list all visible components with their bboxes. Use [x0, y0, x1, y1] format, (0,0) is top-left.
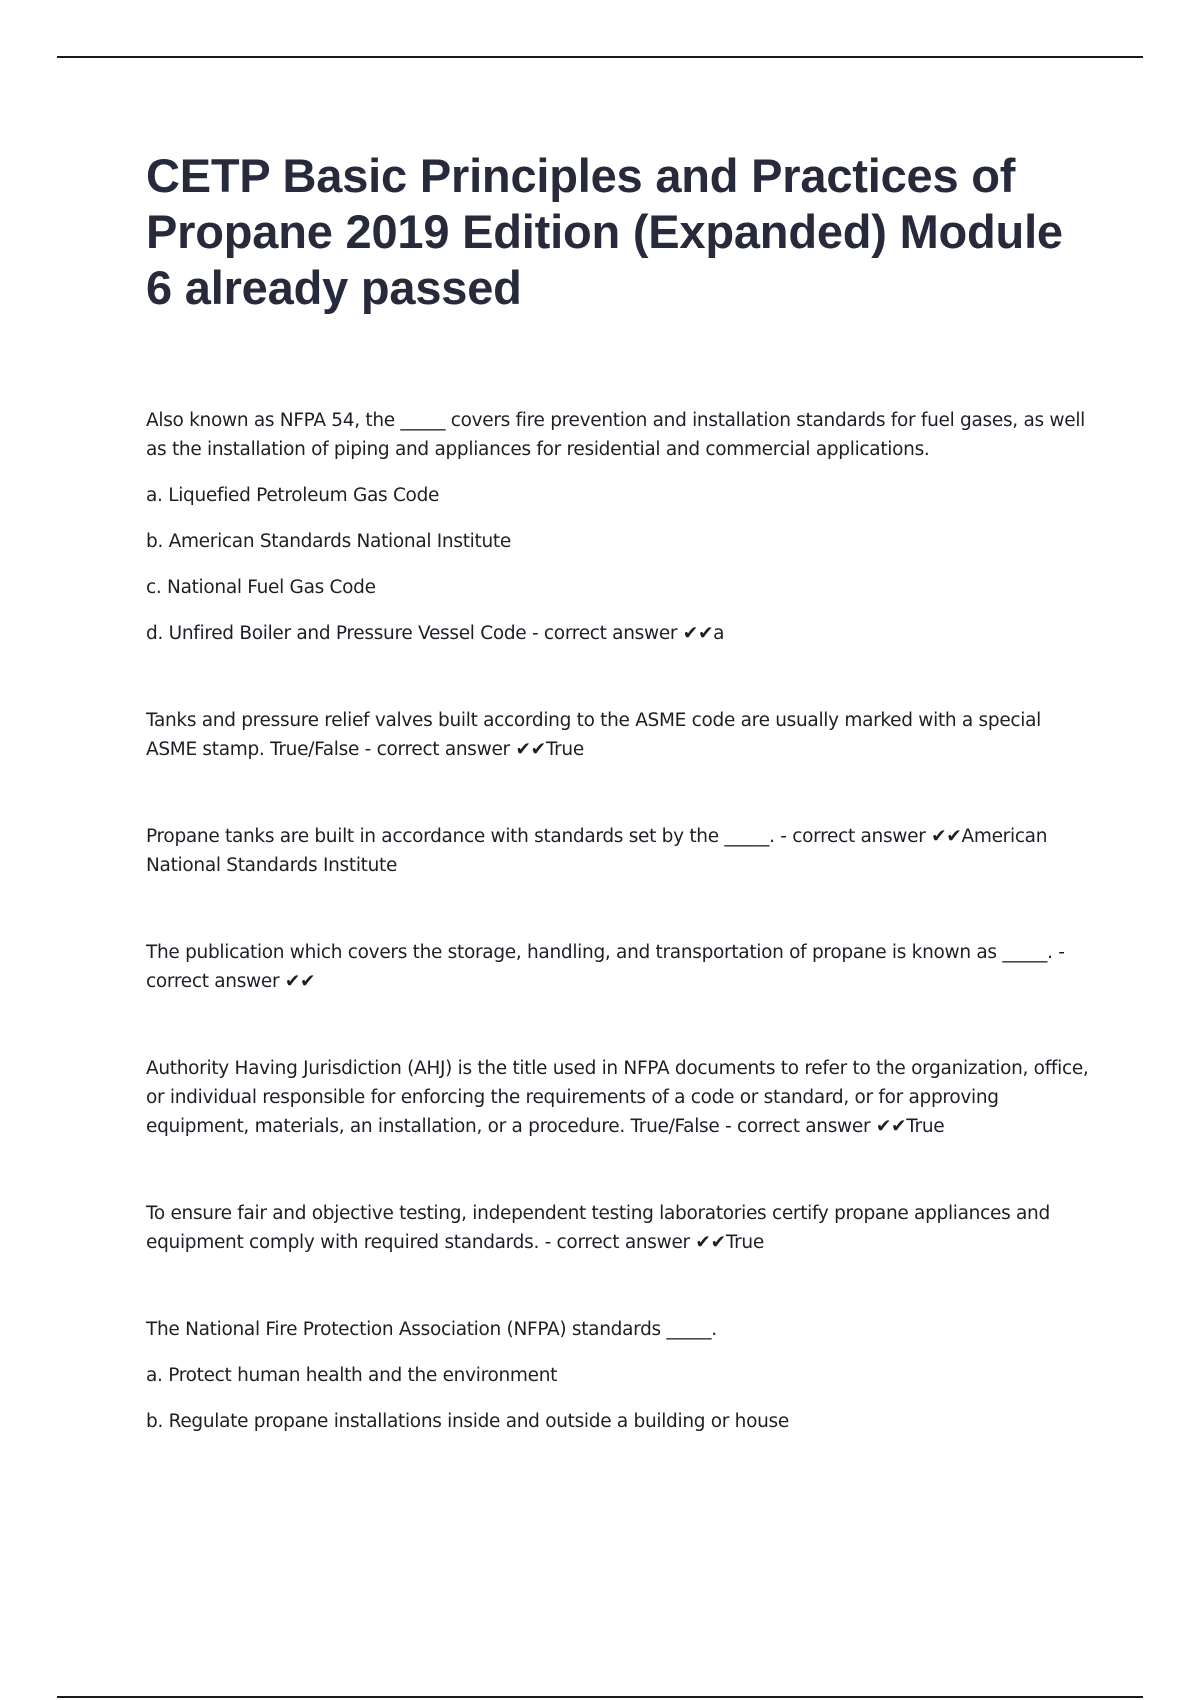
question-list: [146, 406, 1096, 1436]
question-text: The publication which covers the storage, handling, and transportation of propane is known as _____. - correct answer ✔✔: [146, 942, 1065, 992]
question-block-5: [146, 1054, 1096, 1141]
answer-option-b: b. American Standards National Institute: [146, 531, 511, 552]
question-block-2: [146, 706, 1096, 764]
page-title: CETP Basic Principles and Practices of Propane 2019 Edition (Expanded) Module 6 already passed: [146, 149, 1063, 314]
question-block-7: [146, 1315, 1096, 1436]
answer-option-d: d. Unfired Boiler and Pressure Vessel Code - correct answer ✔✔a: [146, 623, 725, 644]
document-body: [146, 148, 1096, 1494]
question-block-6: [146, 1199, 1096, 1257]
top-divider: [57, 56, 1143, 58]
answer-option-a: a. Protect human health and the environment: [146, 1365, 558, 1386]
question-text: Tanks and pressure relief valves built according to the ASME code are usually marked with a special ASME stamp. True/False - correct answer ✔✔True: [146, 710, 1041, 760]
question-text: Also known as NFPA 54, the _____ covers fire prevention and installation standards for fuel gases, as well as the installation of piping and appliances for residential and commercial applications.: [146, 410, 1085, 460]
question-block-3: [146, 822, 1096, 880]
question-text: To ensure fair and objective testing, independent testing laboratories certify propane appliances and equipment comply with required standards. - correct answer ✔✔True: [146, 1203, 1050, 1253]
answer-option-b: b. Regulate propane installations inside and outside a building or house: [146, 1411, 789, 1432]
bottom-divider: [57, 1696, 1143, 1698]
answer-option-c: c. National Fuel Gas Code: [146, 577, 376, 598]
question-block-1: [146, 406, 1096, 648]
question-text: The National Fire Protection Association (NFPA) standards _____.: [146, 1319, 717, 1340]
question-text: Propane tanks are built in accordance with standards set by the _____. - correct answer ✔✔American National Standards Institute: [146, 826, 1048, 876]
question-block-4: [146, 938, 1096, 996]
question-text: Authority Having Jurisdiction (AHJ) is the title used in NFPA documents to refer to the organization, office, or individual responsible for enforcing the requirements of a code or standard, or for approving equipment, materials, an installation, or a procedure. True/False - correct answer ✔✔True: [146, 1058, 1089, 1137]
answer-option-a: a. Liquefied Petroleum Gas Code: [146, 485, 440, 506]
